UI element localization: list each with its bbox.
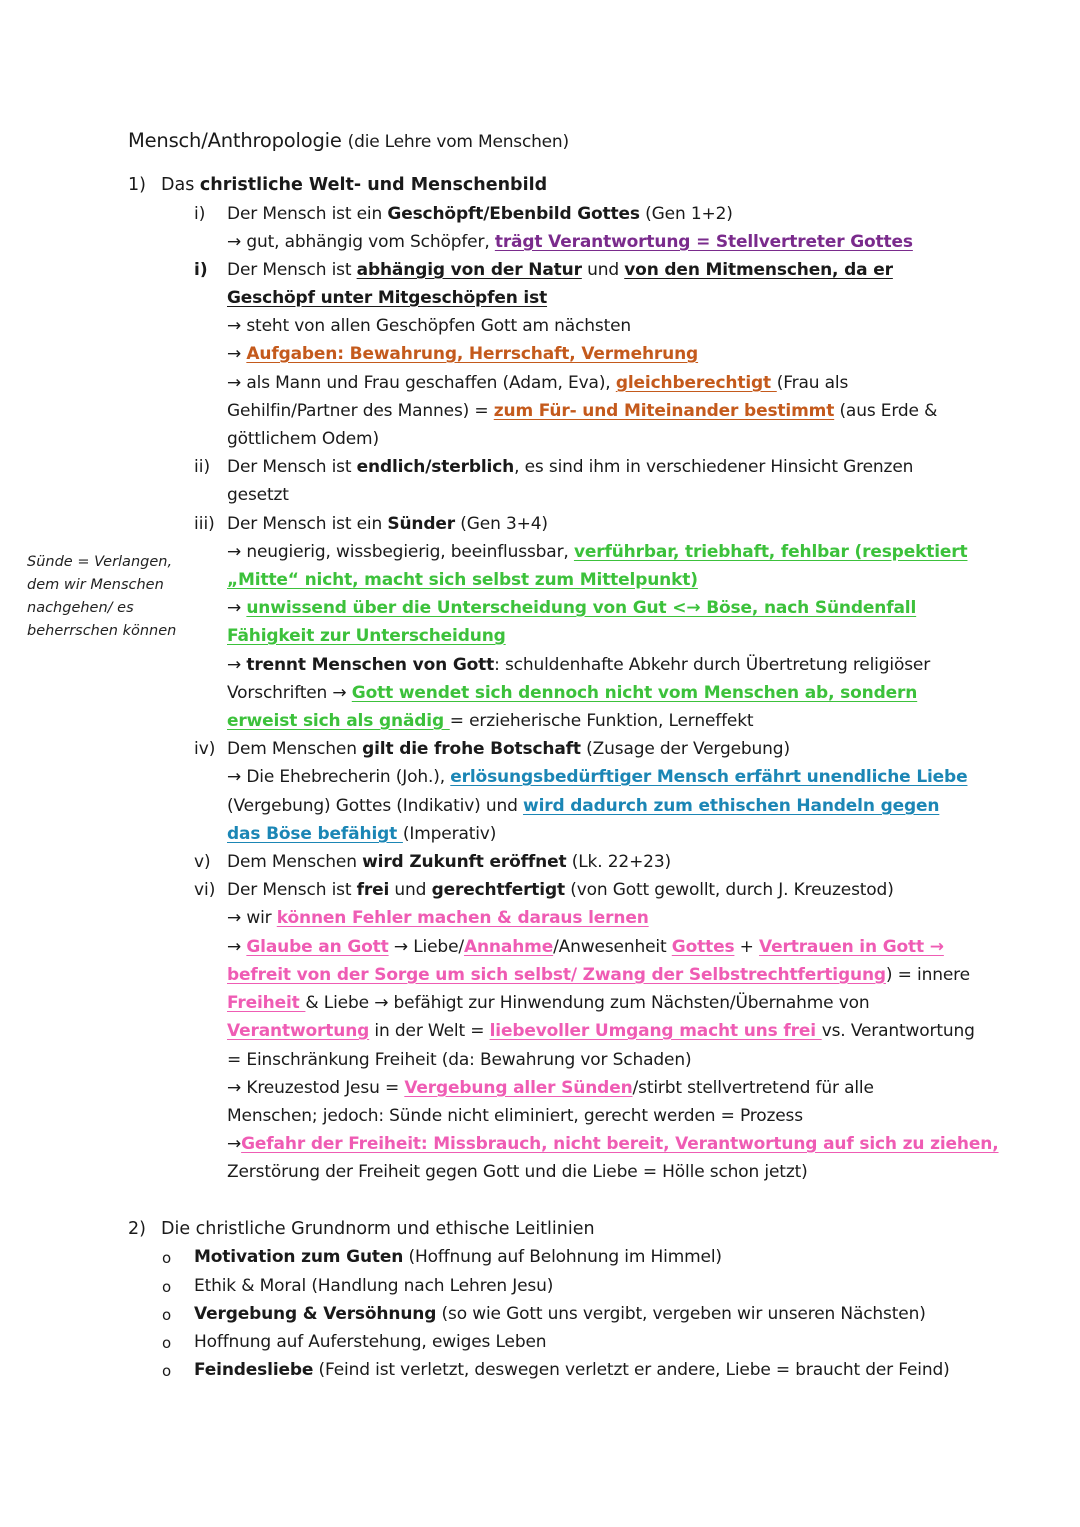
- item-line: Zerstörung der Freiheit gegen Gott und die Liebe = Hölle schon jetzt): [227, 1162, 808, 1182]
- item-line: → Glaube an Gott → Liebe/Annahme/Anwesenheit Gottes + Vertrauen in Gott →: [227, 937, 944, 957]
- item-line: (Vergebung) Gottes (Indikativ) und wird dadurch zum ethischen Handeln gegen: [227, 796, 940, 816]
- bullet-icon: o: [162, 1334, 172, 1352]
- item-line: Dem Menschen gilt die frohe Botschaft (Zusage der Vergebung): [227, 739, 790, 759]
- item-line: → Aufgaben: Bewahrung, Herrschaft, Vermehrung: [227, 344, 699, 364]
- item-line: das Böse befähigt (Imperativ): [227, 824, 497, 844]
- item-line: Geschöpf unter Mitgeschöpfen ist: [227, 288, 548, 308]
- item-line: → Die Ehebrecherin (Joh.), erlösungsbedürftiger Mensch erfährt unendliche Liebe: [227, 767, 968, 787]
- side-note-line: dem wir Menschen: [27, 577, 164, 593]
- bullet-line: Ethik & Moral (Handlung nach Lehren Jesu): [194, 1276, 554, 1296]
- side-note-line: nachgehen/ es: [27, 600, 134, 616]
- bullet-line: Vergebung & Versöhnung (so wie Gott uns vergibt, vergeben wir unseren Nächsten): [194, 1304, 926, 1324]
- item-line: → wir können Fehler machen & daraus lernen: [227, 908, 649, 928]
- item-marker: iv): [194, 739, 216, 759]
- item-line: erweist sich als gnädig = erzieherische Funktion, Lerneffekt: [227, 711, 754, 731]
- item-marker: i): [194, 260, 208, 280]
- page-title: [128, 129, 569, 152]
- item-line: = Einschränkung Freiheit (da: Bewahrung vor Schaden): [227, 1050, 692, 1070]
- item-line: Freiheit & Liebe → befähigt zur Hinwendung zum Nächsten/Übernahme von: [227, 993, 870, 1013]
- item-line: → als Mann und Frau geschaffen (Adam, Eva), gleichberechtigt (Frau als: [227, 373, 849, 393]
- item-line: Der Mensch ist ein Geschöpft/Ebenbild Gottes (Gen 1+2): [227, 204, 733, 224]
- item-line: → neugierig, wissbegierig, beeinflussbar, verführbar, triebhaft, fehlbar (respektiert: [227, 542, 968, 562]
- item-line: → Kreuzestod Jesu = Vergebung aller Sünden/stirbt stellvertretend für alle: [227, 1078, 874, 1098]
- item-line: Dem Menschen wird Zukunft eröffnet (Lk. 22+23): [227, 852, 671, 872]
- item-line: göttlichem Odem): [227, 429, 379, 449]
- item-line: →Gefahr der Freiheit: Missbrauch, nicht bereit, Verantwortung auf sich zu ziehen,: [227, 1134, 999, 1154]
- item-line: „Mitte“ nicht, macht sich selbst zum Mittelpunkt): [227, 570, 698, 590]
- item-marker: vi): [194, 880, 216, 900]
- item-marker: v): [194, 852, 211, 872]
- title-main: Mensch/Anthropologie: [128, 129, 342, 152]
- item-line: → unwissend über die Unterscheidung von Gut <→ Böse, nach Sündenfall: [227, 598, 917, 618]
- bullet-icon: o: [162, 1278, 172, 1296]
- item-line: Der Mensch ist endlich/sterblich, es sind ihm in verschiedener Hinsicht Grenzen: [227, 457, 914, 477]
- item-line: Der Mensch ist ein Sünder (Gen 3+4): [227, 514, 548, 534]
- title-sub: (die Lehre vom Menschen): [347, 132, 569, 152]
- item-line: → trennt Menschen von Gott: schuldenhafte Abkehr durch Übertretung religiöser: [227, 655, 931, 675]
- bullet-line: Hoffnung auf Auferstehung, ewiges Leben: [194, 1332, 547, 1352]
- item-line: befreit von der Sorge um sich selbst/ Zwang der Selbstrechtfertigung) = innere: [227, 965, 970, 985]
- item-line: Gehilfin/Partner des Mannes) = zum Für- und Miteinander bestimmt (aus Erde &: [227, 401, 938, 421]
- item-marker: ii): [194, 457, 211, 477]
- side-note-line: beherrschen können: [27, 623, 177, 639]
- section-1-heading: 1) Das christliche Welt- und Menschenbild: [128, 175, 548, 195]
- item-marker: iii): [194, 514, 215, 534]
- item-line: Menschen; jedoch: Sünde nicht eliminiert, gerecht werden = Prozess: [227, 1106, 803, 1126]
- bullet-line: Feindesliebe (Feind ist verletzt, deswegen verletzt er andere, Liebe = braucht der Feind): [194, 1360, 950, 1380]
- section-2-heading: 2) Die christliche Grundnorm und ethische Leitlinien: [128, 1219, 595, 1239]
- bullet-icon: o: [162, 1306, 172, 1324]
- item-line: → steht von allen Geschöpfen Gott am nächsten: [227, 316, 632, 336]
- item-line: Vorschriften → Gott wendet sich dennoch nicht vom Menschen ab, sondern: [227, 683, 918, 703]
- item-line: Fähigkeit zur Unterscheidung: [227, 626, 506, 646]
- item-line: Der Mensch ist frei und gerechtfertigt (von Gott gewollt, durch J. Kreuzestod): [227, 880, 894, 900]
- bullet-icon: o: [162, 1362, 172, 1380]
- bullet-icon: o: [162, 1249, 172, 1267]
- item-marker: i): [194, 204, 206, 224]
- item-line: Der Mensch ist abhängig von der Natur und von den Mitmenschen, da er: [227, 260, 893, 280]
- bullet-line: Motivation zum Guten (Hoffnung auf Belohnung im Himmel): [194, 1247, 722, 1267]
- item-line: Verantwortung in der Welt = liebevoller Umgang macht uns frei vs. Verantwortung: [227, 1021, 975, 1041]
- item-line: → gut, abhängig vom Schöpfer, trägt Verantwortung = Stellvertreter Gottes: [227, 232, 913, 252]
- side-note: [27, 551, 187, 643]
- item-line: gesetzt: [227, 485, 289, 505]
- side-note-line: Sünde = Verlangen,: [27, 554, 173, 570]
